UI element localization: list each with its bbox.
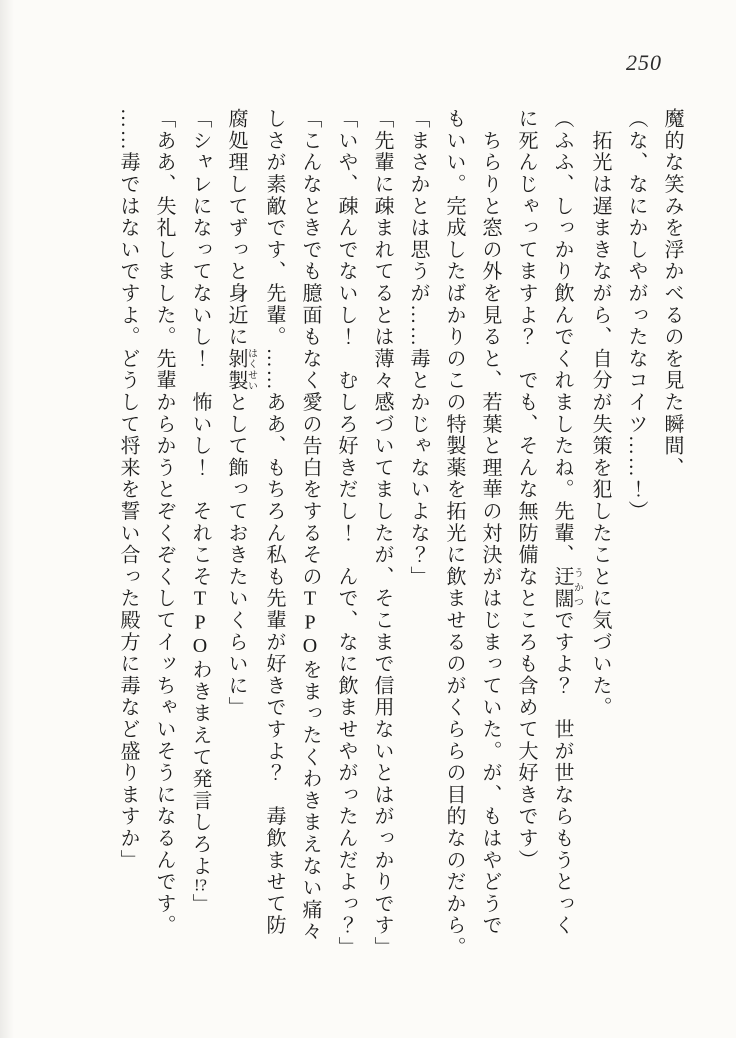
text-line: 「先輩に疎まれてるとは薄々感づいてましたが、そこまで信用ないとはがっかりです」 bbox=[371, 108, 393, 959]
text-line: （な、なにかしやがったなコイツ……！） bbox=[625, 108, 647, 523]
text-block bbox=[112, 108, 690, 966]
text-line: 腐処理してずっと身近に剝製はくせいとして飾っておきたいくらいに」 bbox=[225, 108, 257, 719]
page-edge-shading bbox=[0, 0, 14, 1038]
tate-chu-yoko: !? bbox=[194, 877, 207, 894]
text-line: 拓光は遅まきながら、自分が失策を犯したことに気づいた。 bbox=[589, 108, 611, 719]
upright-latin: TPO bbox=[299, 587, 321, 660]
text-line: しさが素敵です、先輩。……ああ、もちろん私も先輩が好きですよ？ 毒飲ませて防 bbox=[263, 108, 285, 937]
text-line: 魔的な笑みを浮かべるのを見た瞬間、 bbox=[661, 108, 683, 479]
ruby-annotated-word: 迂闊うかつ bbox=[551, 565, 583, 610]
text-line: 「ああ、失礼しました。先輩からかうとぞくぞくしてイッちゃいそうになるんです。 bbox=[153, 108, 175, 937]
text-line: 「こんなときでも臆面もなく愛の告白をするそのTPOをまったくわきまえない痛々 bbox=[299, 108, 321, 943]
text-line: 「いや、疎んでないし！ むしろ好きだし！ んで、なに飲ませやがったんだよっ？」 bbox=[335, 108, 357, 959]
furigana: うかつ bbox=[571, 565, 583, 610]
upright-latin: TPO bbox=[189, 587, 211, 660]
text-line: もいい。完成したばかりのこの特製薬を拓光に飲ませるのがくららの目的なのだから。 bbox=[443, 108, 465, 959]
text-line: 「シャレになってないし！ 怖いし！ それこそTPOわきまえて発言しろよ!?」 bbox=[189, 108, 211, 916]
text-line: ちらりと窓の外を見ると、若葉と理華の対決がはじまっていた。が、もはやどうで bbox=[479, 108, 501, 937]
text-line: （ふふ、しっかり飲んでくれましたね。先輩、迂闊うかつですよ？ 世が世ならもうとっく bbox=[551, 108, 583, 937]
text-line: ……毒ではないですよ。どうして将来を誓い合った殿方に毒など盛りますか」 bbox=[117, 108, 139, 871]
furigana: はくせい bbox=[245, 347, 257, 392]
text-line: に死んじゃってますよ？ でも、そんな無防備なところも含めて大好きです） bbox=[515, 108, 537, 871]
text-line: 「まさかとは思うが……毒とかじゃないよな？」 bbox=[407, 108, 429, 588]
page-number: 250 bbox=[626, 50, 662, 75]
ruby-annotated-word: 剝製はくせい bbox=[225, 347, 257, 392]
